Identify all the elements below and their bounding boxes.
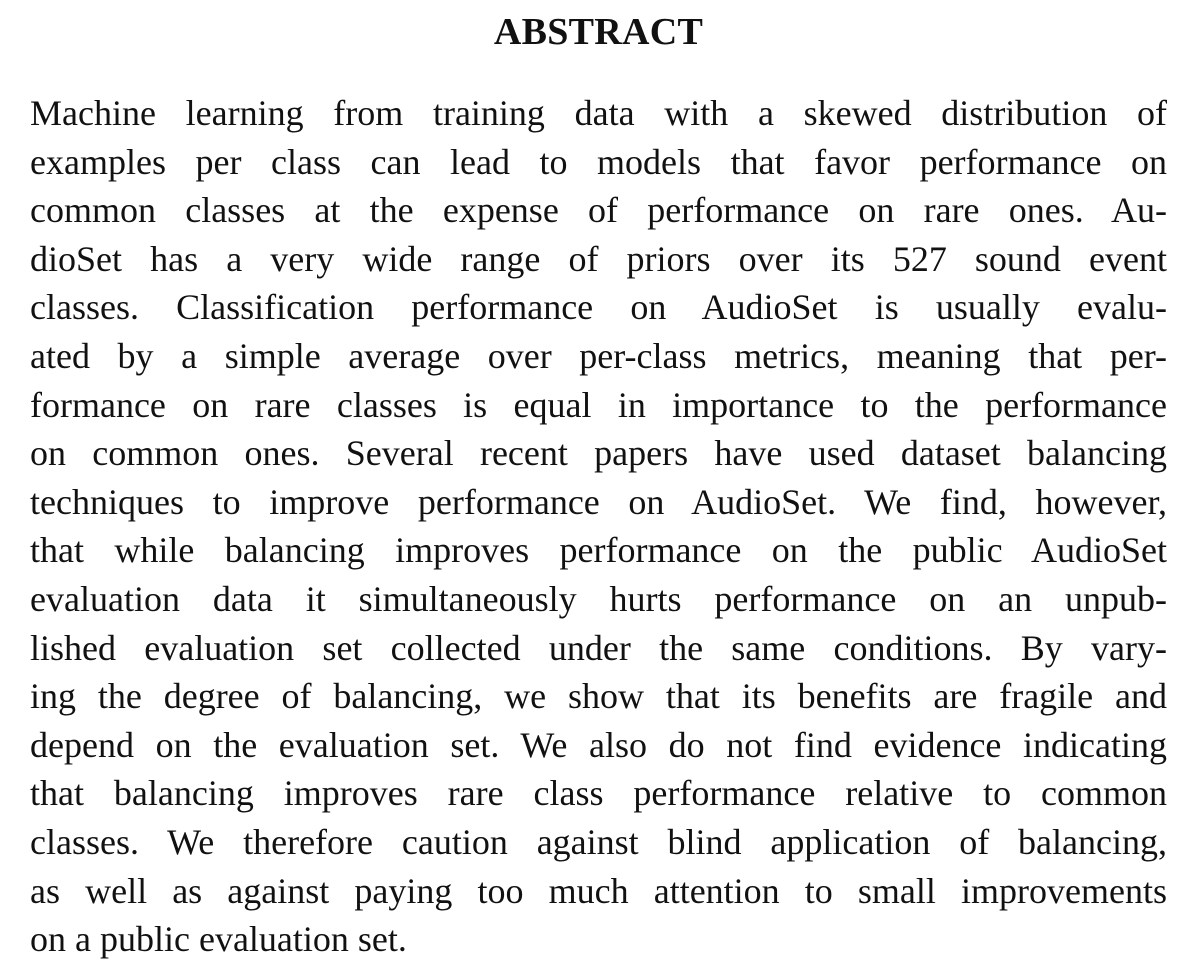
abstract-line: evaluation data it simultaneously hurts performance on an unpub-	[30, 578, 1167, 619]
abstract-line: as well as against paying too much attention to small improvements	[30, 870, 1167, 911]
abstract-body	[30, 89, 1167, 964]
abstract-line: classes. We therefore caution against blind application of balancing,	[30, 821, 1167, 862]
abstract-line: common classes at the expense of performance on rare ones. Au-	[30, 190, 1167, 231]
abstract-line: formance on rare classes is equal in importance to the performance	[30, 384, 1167, 425]
abstract-line: classes. Classification performance on AudioSet is usually evalu-	[30, 287, 1167, 328]
abstract-line: dioSet has a very wide range of priors over its 527 sound event	[30, 238, 1167, 279]
abstract-line: that balancing improves rare class performance relative to common	[30, 773, 1167, 814]
abstract-line: on a public evaluation set.	[30, 919, 407, 960]
abstract-line: Machine learning from training data with a skewed distribution of	[30, 93, 1167, 133]
abstract-line: depend on the evaluation set. We also do not find evidence indicating	[30, 724, 1167, 765]
abstract-line: that while balancing improves performance on the public AudioSet	[30, 530, 1167, 571]
abstract-line: lished evaluation set collected under the same conditions. By vary-	[30, 627, 1167, 668]
abstract-heading: ABSTRACT	[493, 11, 704, 53]
abstract-line: ing the degree of balancing, we show that its benefits are fragile and	[30, 676, 1167, 717]
abstract-line: ated by a simple average over per-class metrics, meaning that per-	[30, 335, 1167, 376]
abstract-line: on common ones. Several recent papers have used dataset balancing	[30, 433, 1167, 474]
abstract-line: techniques to improve performance on AudioSet. We find, however,	[30, 481, 1167, 522]
abstract-line: examples per class can lead to models that favor performance on	[30, 141, 1167, 182]
